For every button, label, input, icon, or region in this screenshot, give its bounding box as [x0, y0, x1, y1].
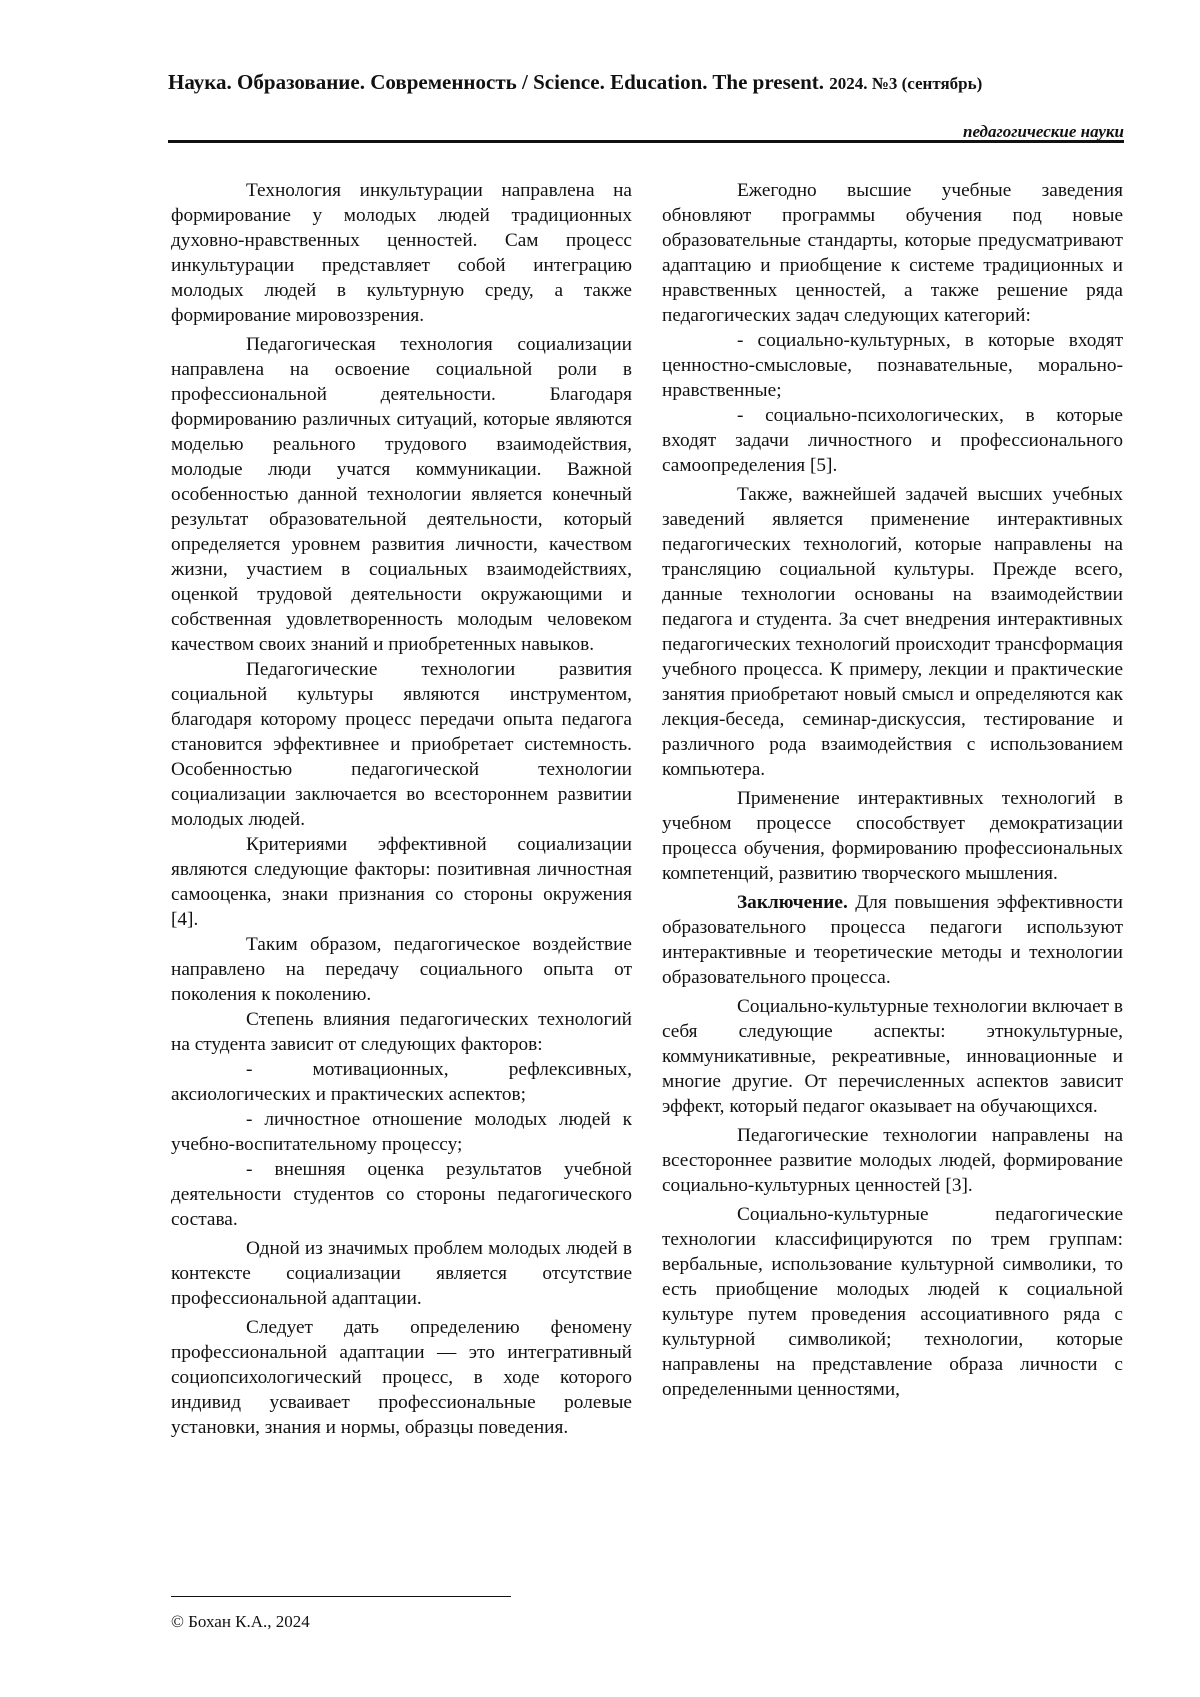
- left-column: [171, 178, 632, 1440]
- paragraph: Технология инкультурации направлена на формирование у молодых людей традиционных духовно-нравственных ценностей. Сам процесс инкультурации представляет собой интеграцию молодых людей в культурную среду, а также формирование мировоззрения.: [171, 180, 632, 326]
- header-divider: [168, 140, 1124, 143]
- paragraph: Степень влияния педагогических технологий на студента зависит от следующих факторов:: [171, 1009, 632, 1055]
- conclusion-label: Заключение.: [737, 892, 848, 913]
- section-label: педагогические науки: [962, 122, 1124, 141]
- journal-name: Наука. Образование. Современность / Science. Education. The present.: [168, 70, 825, 94]
- list-item: - социально-психологических, в которые входят задачи личностного и профессионального самоопределения [5].: [662, 405, 1123, 476]
- list-item: - внешняя оценка результатов учебной деятельности студентов со стороны педагогического состава.: [171, 1159, 632, 1230]
- paragraph: Ежегодно высшие учебные заведения обновляют программы обучения под новые образовательные стандарты, которые предусматривают адаптацию и приобщение к системе традиционных и нравственных ценностей, а также решение ряда педагогических задач следующих категорий:: [662, 180, 1123, 326]
- list-item: - личностное отношение молодых людей к учебно-воспитательному процессу;: [171, 1109, 632, 1155]
- copyright: © Бохан К.А., 2024: [171, 1612, 310, 1631]
- paragraph: Одной из значимых проблем молодых людей в контексте социализации является отсутствие профессиональной адаптации.: [171, 1238, 632, 1309]
- paragraph: Таким образом, педагогическое воздействие направлено на передачу социального опыта от поколения к поколению.: [171, 934, 632, 1005]
- list-item: - мотивационных, рефлексивных, аксиологических и практических аспектов;: [171, 1059, 632, 1105]
- paragraph: Следует дать определению феномену профессиональной адаптации — это интегративный социопсихологический процесс, в ходе которого индивид усваивает профессиональные ролевые установки, знания и нормы, образцы поведения.: [171, 1317, 632, 1438]
- paragraph: Педагогические технологии развития социальной культуры являются инструментом, благодаря которому процесс передачи опыта педагога становится эффективнее и приобретает системность. Особенностью педагогической технологии социализации заключается во всестороннем развитии молодых людей.: [171, 659, 632, 830]
- footnote-divider: [171, 1596, 511, 1597]
- paragraph: Педагогические технологии направлены на всестороннее развитие молодых людей, формирование социально-культурных ценностей [3].: [662, 1125, 1123, 1196]
- list-item: - социально-культурных, в которые входят ценностно-смысловые, познавательные, морально-нравственные;: [662, 330, 1123, 401]
- paragraph: Применение интерактивных технологий в учебном процессе способствует демократизации процесса обучения, формированию профессиональных компетенций, развитию творческого мышления.: [662, 788, 1123, 884]
- paragraph: Социально-культурные педагогические технологии классифицируются по трем группам: вербальные, использование культурной символики, то есть приобщение молодых людей к социальной культуре путем проведения ассоциативного ряда с культурной символикой; технологии, которые направлены на представление образа личности с определенными ценностями,: [662, 1204, 1123, 1400]
- conclusion-text: Для повышения эффективности образовательного процесса педагоги используют интерактивные и теоретические методы и технологии образовательного процесса.: [662, 892, 1123, 988]
- journal-issue: 2024. №3 (сентябрь): [829, 74, 983, 93]
- paragraph: Также, важнейшей задачей высших учебных заведений является применение интерактивных педагогических технологий, которые направлены на трансляцию социальной культуры. Прежде всего, данные технологии основаны на взаимодействии педагога и студента. За счет внедрения интерактивных педагогических технологий происходит трансформация учебного процесса. К примеру, лекции и практические занятия приобретают новый смысл и определяются как лекция-беседа, семинар-дискуссия, тестирование и различного рода взаимодействия с использованием компьютера.: [662, 484, 1123, 780]
- paragraph: Педагогическая технология социализации направлена на освоение социальной роли в профессиональной деятельности. Благодаря формированию различных ситуаций, которые являются моделью реального трудового взаимодействия, молодые люди учатся коммуникации. Важной особенностью данной технологии является конечный результат образовательной деятельности, который определяется уровнем развития личности, качеством жизни, участием в социальных взаимодействиях, оценкой трудовой деятельности окружающими и собственная удовлетворенность молодым человеком качеством своих знаний и приобретенных навыков.: [171, 334, 632, 655]
- paragraph: Критериями эффективной социализации являются следующие факторы: позитивная личностная самооценка, знаки признания со стороны окружения [4].: [171, 834, 632, 930]
- journal-title: [168, 70, 982, 95]
- right-column: [662, 178, 1123, 1402]
- conclusion-paragraph: [662, 890, 1123, 990]
- paragraph: Социально-культурные технологии включает в себя следующие аспекты: этнокультурные, коммуникативные, рекреативные, инновационные и многие другие. От перечисленных аспектов зависит эффект, который педагог оказывает на обучающихся.: [662, 996, 1123, 1117]
